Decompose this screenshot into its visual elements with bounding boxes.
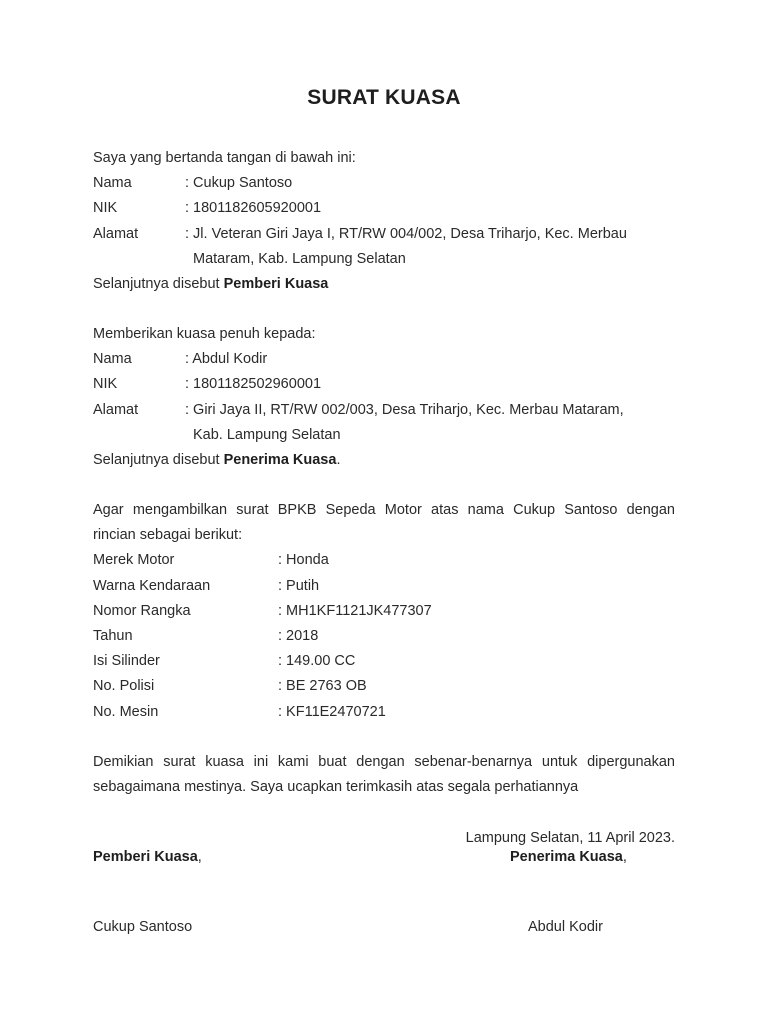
vehicle-details-list <box>93 548 675 724</box>
vehicle-detail-value: : 149.00 CC <box>278 653 356 670</box>
grantee-address-row <box>93 398 675 423</box>
reference-prefix: Selanjutnya disebut <box>93 451 224 468</box>
grantor-nik-row <box>93 196 675 221</box>
purpose-section <box>93 498 675 725</box>
vehicle-detail-row <box>93 599 675 624</box>
purpose-line-2: rincian sebagai berikut: <box>93 527 243 544</box>
intro-text: Saya yang bertanda tangan di bawah ini: <box>93 150 356 166</box>
grantee-reference <box>93 448 675 473</box>
grantee-address-continuation: Kab. Lampung Selatan <box>193 426 341 443</box>
vehicle-detail-row <box>93 548 675 573</box>
reference-role: Penerima Kuasa <box>223 451 337 468</box>
closing-section <box>93 750 675 800</box>
place-date: Lampung Selatan, 11 April 2023. <box>465 830 675 846</box>
vehicle-detail-row <box>93 624 675 649</box>
vehicle-detail-label: No. Mesin <box>93 703 159 720</box>
closing-line-1: Demikian surat kuasa ini kami buat dengan sebenar-benarnya untuk dipergunakan <box>93 754 675 770</box>
reference-prefix: Selanjutnya disebut <box>93 275 224 292</box>
grantor-address-continuation: Mataram, Kab. Lampung Selatan <box>193 250 406 267</box>
vehicle-detail-label: No. Polisi <box>93 678 155 695</box>
vehicle-detail-value: : Putih <box>278 577 320 594</box>
grantee-signature-name: Abdul Kodir <box>528 919 603 935</box>
vehicle-detail-label: Tahun <box>93 627 133 644</box>
role-label: Pemberi Kuasa <box>93 849 198 865</box>
role-comma: , <box>622 849 627 865</box>
vehicle-detail-value: : 2018 <box>278 627 319 644</box>
vehicle-detail-label: Warna Kendaraan <box>93 577 211 594</box>
field-value: : 1801182605920001 <box>185 200 322 217</box>
grantor-name-row <box>93 171 675 196</box>
purpose-line-1: Agar mengambilkan surat BPKB Sepeda Motor atas nama Cukup Santoso dengan <box>93 502 675 518</box>
closing-line-2: sebagaimana mestinya. Saya ucapkan terimkasih atas segala perhatiannya <box>93 779 579 796</box>
grantor-signature-role <box>93 845 202 870</box>
vehicle-detail-label: Isi Silinder <box>93 653 160 670</box>
field-value: : Jl. Veteran Giri Jaya I, RT/RW 004/002, Desa Triharjo, Kec. Merbau <box>185 225 627 242</box>
field-value: : 1801182502960001 <box>185 376 322 393</box>
vehicle-detail-value: : BE 2763 OB <box>278 678 367 695</box>
reference-suffix: . <box>336 451 341 468</box>
grantor-section <box>93 146 675 297</box>
grant-intro-text: Memberikan kuasa penuh kepada: <box>93 326 316 342</box>
field-value: : Cukup Santoso <box>185 175 293 192</box>
vehicle-detail-label: Nomor Rangka <box>93 602 191 619</box>
role-label: Penerima Kuasa <box>510 849 623 865</box>
vehicle-detail-value: : KF11E2470721 <box>278 703 386 720</box>
vehicle-detail-row <box>93 674 675 699</box>
vehicle-detail-row <box>93 574 675 599</box>
grantee-signature-role <box>510 845 627 870</box>
vehicle-detail-value: : Honda <box>278 552 329 569</box>
role-comma: , <box>197 849 202 865</box>
grantee-nik-row <box>93 372 675 397</box>
vehicle-detail-row <box>93 649 675 674</box>
field-value: : Giri Jaya II, RT/RW 002/003, Desa Triharjo, Kec. Merbau Mataram, <box>185 401 624 418</box>
vehicle-detail-row <box>93 700 675 725</box>
grantor-reference <box>93 272 675 297</box>
reference-role: Pemberi Kuasa <box>223 275 329 292</box>
field-label: Nama <box>93 351 132 368</box>
grantor-signature-name: Cukup Santoso <box>93 919 193 935</box>
grantee-name-row <box>93 347 675 372</box>
field-label: Nama <box>93 175 132 192</box>
field-label: NIK <box>93 200 118 217</box>
vehicle-detail-value: : MH1KF1121JK477307 <box>278 602 432 619</box>
field-label: Alamat <box>93 225 139 242</box>
vehicle-detail-label: Merek Motor <box>93 552 175 569</box>
field-label: Alamat <box>93 401 139 418</box>
document-title: SURAT KUASA <box>307 86 461 109</box>
grantee-section <box>93 322 675 473</box>
field-value: : Abdul Kodir <box>185 351 268 368</box>
field-label: NIK <box>93 376 118 393</box>
grantor-address-row <box>93 222 675 247</box>
